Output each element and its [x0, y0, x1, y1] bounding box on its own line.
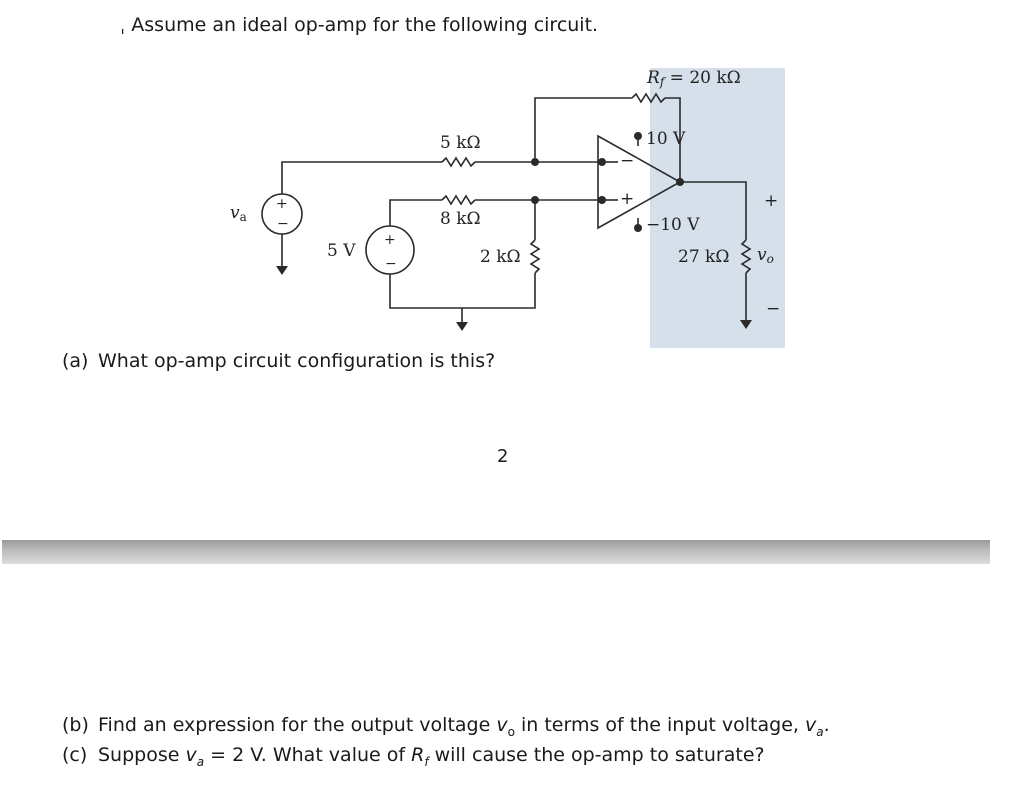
r2-label: 8 kΩ: [440, 209, 481, 229]
question-c-label: (c): [62, 744, 88, 766]
ground-arrow: [276, 266, 288, 275]
question-b: (b) Find an expression for the output voltage $v_o$ in terms of the input voltage, $v_a$.: [62, 714, 830, 739]
rf-label: R: [647, 68, 660, 88]
va-sub: a: [239, 210, 247, 224]
r1-resistor: [442, 158, 475, 166]
question-a-text: What op-amp circuit configuration is this?: [98, 350, 496, 372]
rf-sub: f: [659, 75, 665, 89]
intro-sentence: Assume an ideal op-amp for the following circuit.: [131, 14, 599, 36]
vo-label: v: [757, 245, 767, 265]
svg-text:−: −: [385, 256, 397, 272]
question-c: (c) Suppose $v_a = 2$ V. What value of $R_f$ will cause the op-amp to saturate?: [62, 744, 765, 769]
page-number: 2: [497, 446, 509, 467]
vs-label: 5 V: [327, 241, 356, 261]
rf-symbol: R: [411, 744, 425, 766]
vo-symbol: v: [496, 714, 508, 736]
r2-resistor: [442, 196, 475, 204]
feedback-wire: [535, 98, 632, 158]
vpos-label: 10 V: [646, 129, 686, 149]
intro-bullet: ˌ: [120, 14, 126, 36]
rl-label: 27 kΩ: [678, 247, 730, 267]
svg-text:+: +: [276, 196, 288, 212]
svg-text:+: +: [764, 191, 779, 211]
svg-text:−: −: [277, 216, 289, 232]
rf-value: = 20 kΩ: [664, 68, 741, 88]
ground-arrow: [456, 322, 468, 331]
question-a: [62, 350, 495, 372]
svg-text:−: −: [766, 299, 781, 319]
circuit-diagram: [210, 58, 795, 350]
svg-text:va: [230, 203, 247, 224]
question-a-label: (a): [62, 350, 89, 372]
svg-text:+: +: [384, 232, 396, 248]
vo-sub: o: [766, 252, 774, 266]
page-divider: [2, 540, 990, 564]
r1-label: 5 kΩ: [440, 133, 481, 153]
va-symbol: v: [185, 744, 197, 766]
question-b-label: (b): [62, 714, 89, 736]
svg-text:+: +: [620, 189, 635, 209]
r3-label: 2 kΩ: [480, 247, 521, 267]
intro-text: [120, 14, 598, 36]
junction-node: [531, 158, 539, 166]
r3-resistor: [531, 240, 539, 273]
va-label: v: [230, 203, 240, 223]
vneg-label: −10 V: [646, 215, 700, 235]
svg-text:−: −: [620, 151, 635, 171]
va-symbol: v: [804, 714, 817, 736]
